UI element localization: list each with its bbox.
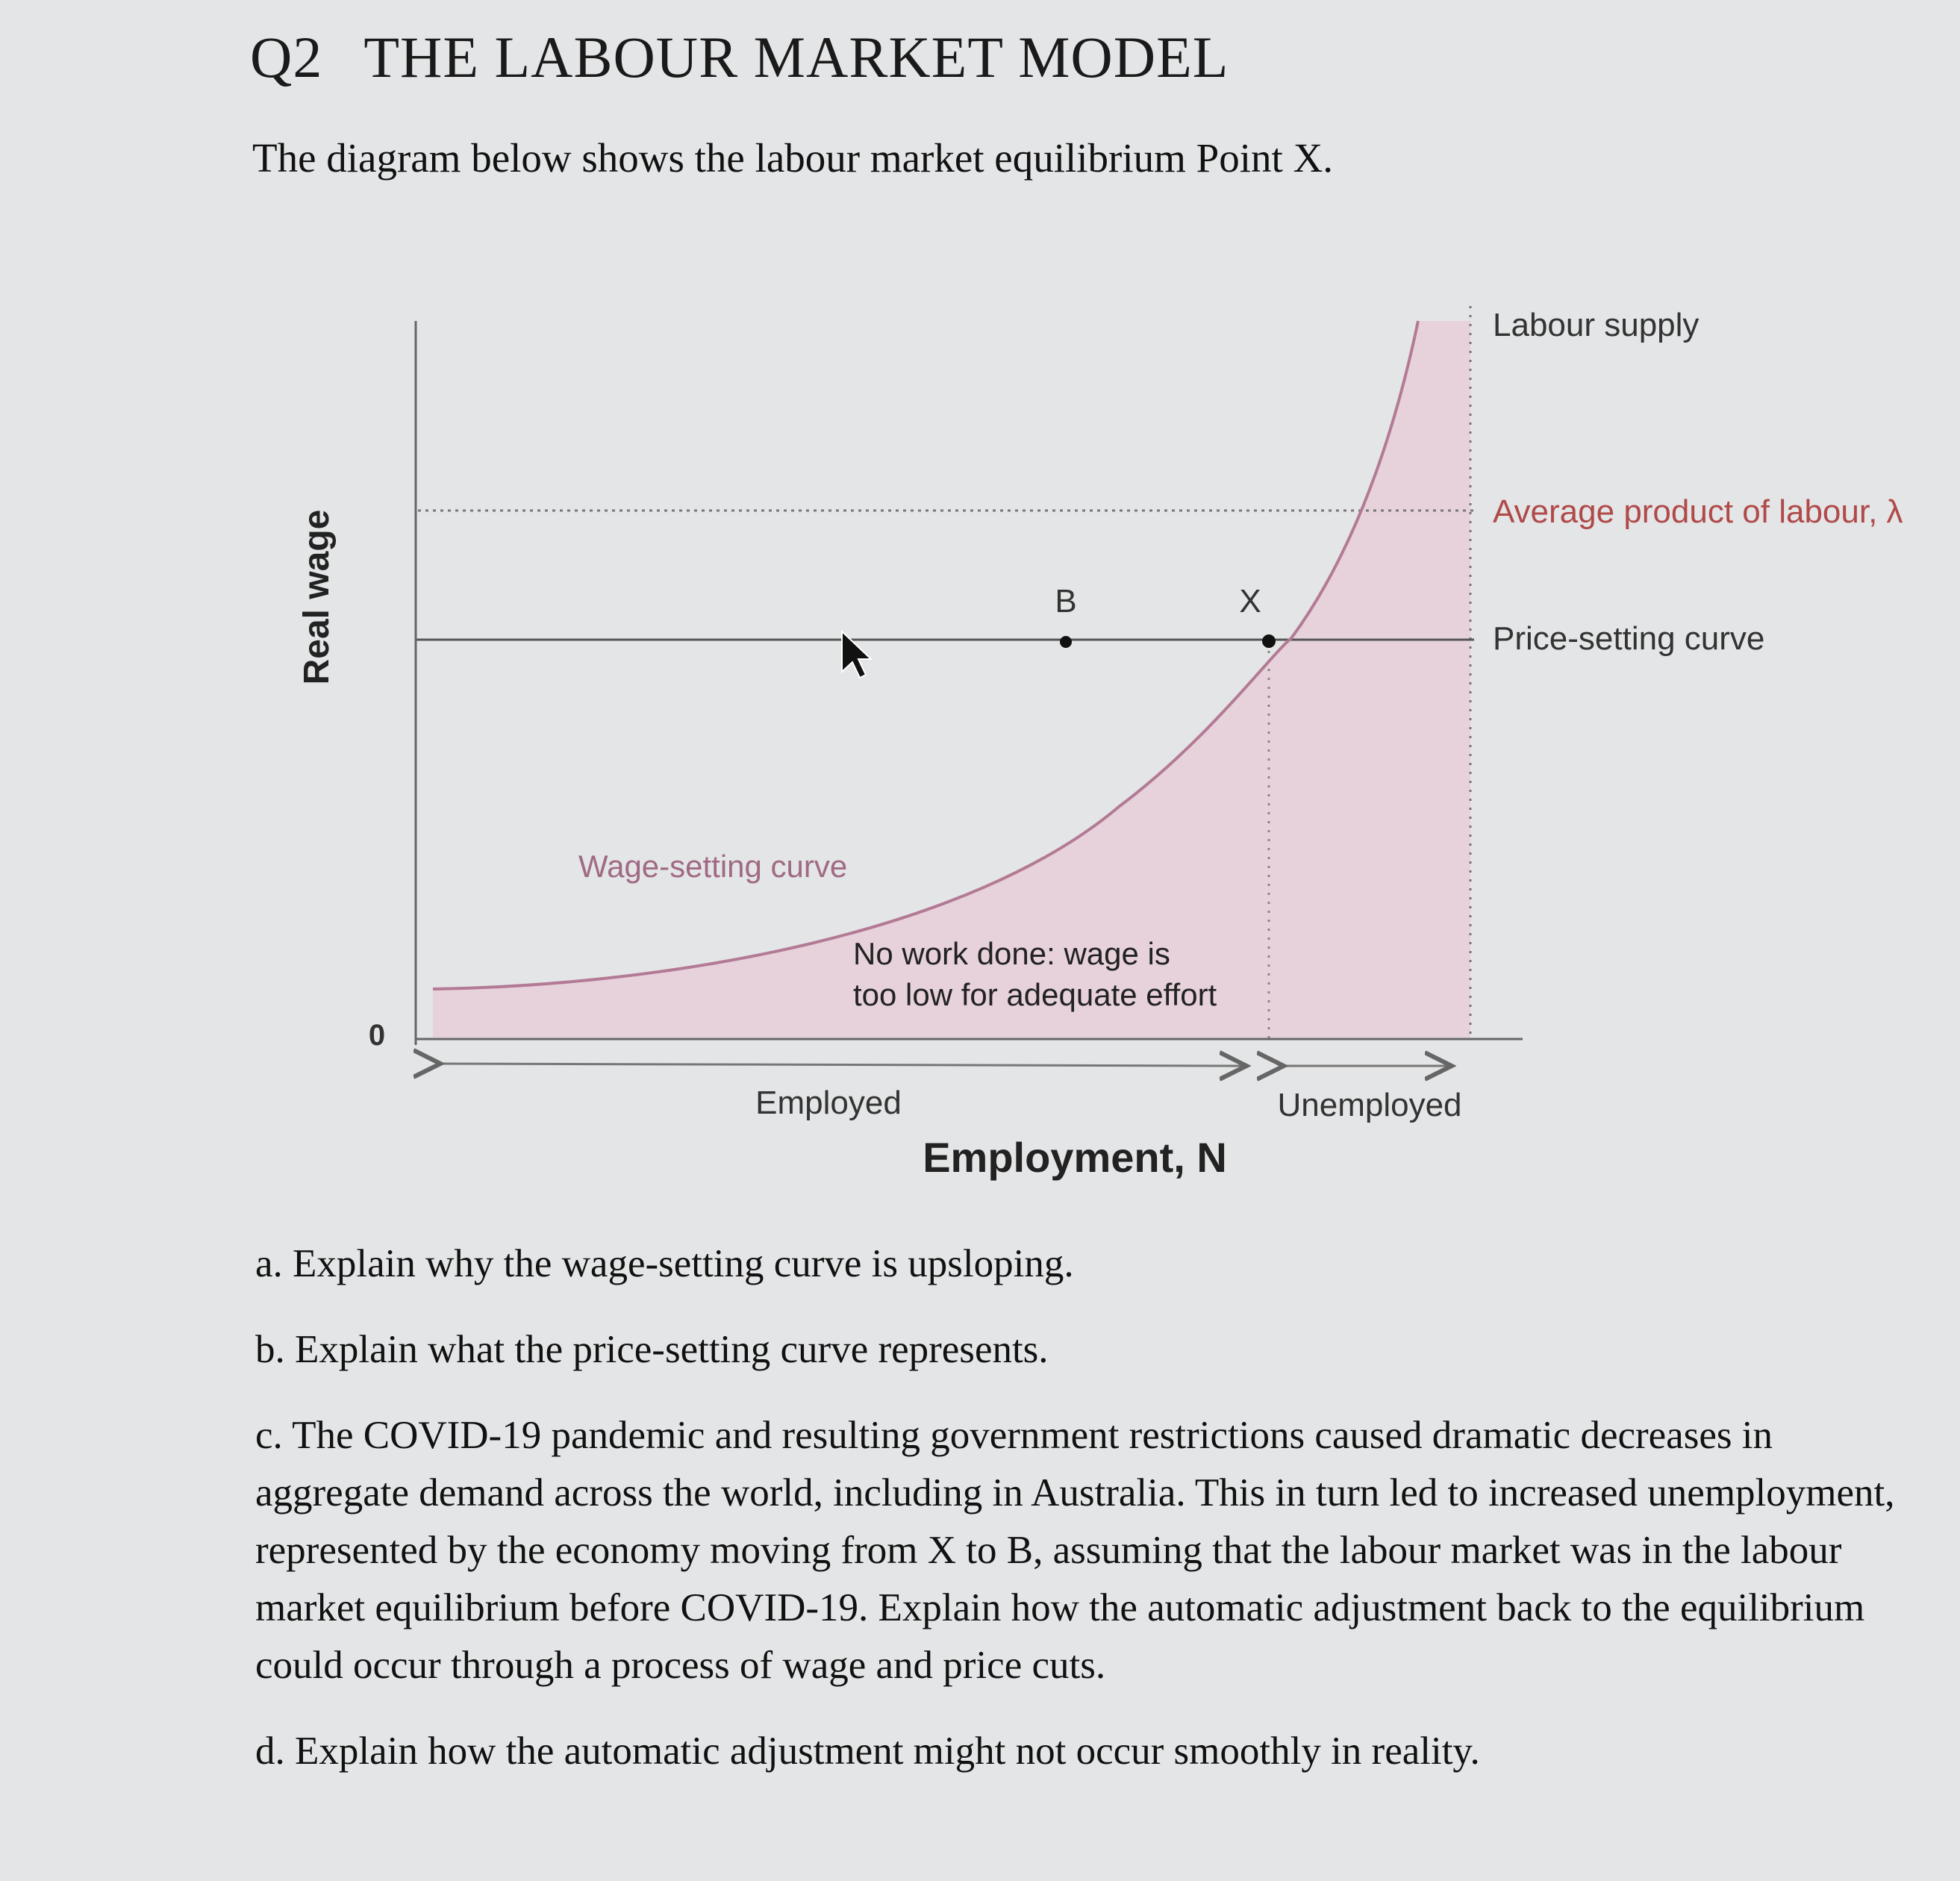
labour-supply-label: Labour supply [1493,307,1700,343]
intro-text: The diagram below shows the labour market equilibrium Point X. [252,135,1334,181]
origin-label: 0 [368,1019,386,1052]
mouse-cursor-icon [842,631,871,678]
y-axis-label: Real wage [297,509,337,685]
point-b-label: B [1055,583,1077,620]
question-a: a. Explain why the wage-setting curve is upsloping. [255,1242,1074,1285]
question-number: Q2 [250,25,323,90]
unemployed-label: Unemployed [1277,1087,1462,1123]
employed-arrow [440,1064,1246,1066]
wage-setting-label: Wage-setting curve [578,849,848,884]
question-c: c. The COVID-19 pandemic and resulting government restrictions caused dramatic decreases in aggregate demand across the world, including in Australia. This in turn led to increased unemployment, represented by the economy moving from X to B, assuming that the labour market was in the labour market equilibrium before COVID-19. Explain how the automatic adjustment back to the equilibrium could occur through a process of wage and price cuts. [255,1414,1895,1687]
average-product-label: Average product of labour, λ [1493,493,1903,530]
point-x-label: X [1239,583,1261,620]
question-heading: THE LABOUR MARKET MODEL [363,25,1229,90]
x-axis-label: Employment, N [923,1134,1227,1181]
question-b: b. Explain what the price-setting curve represents. [255,1328,1049,1371]
price-setting-label: Price-setting curve [1493,620,1765,657]
employed-label: Employed [755,1085,902,1121]
no-work-shaded-region [433,321,1470,1038]
no-work-annotation: No work done: wage is too low for adequate effort [853,936,1217,1012]
point-b-marker [1060,636,1072,648]
question-d: d. Explain how the automatic adjustment might not occur smoothly in reality. [255,1729,1480,1773]
point-x-marker [1262,634,1276,648]
question-list [255,1235,1897,1809]
